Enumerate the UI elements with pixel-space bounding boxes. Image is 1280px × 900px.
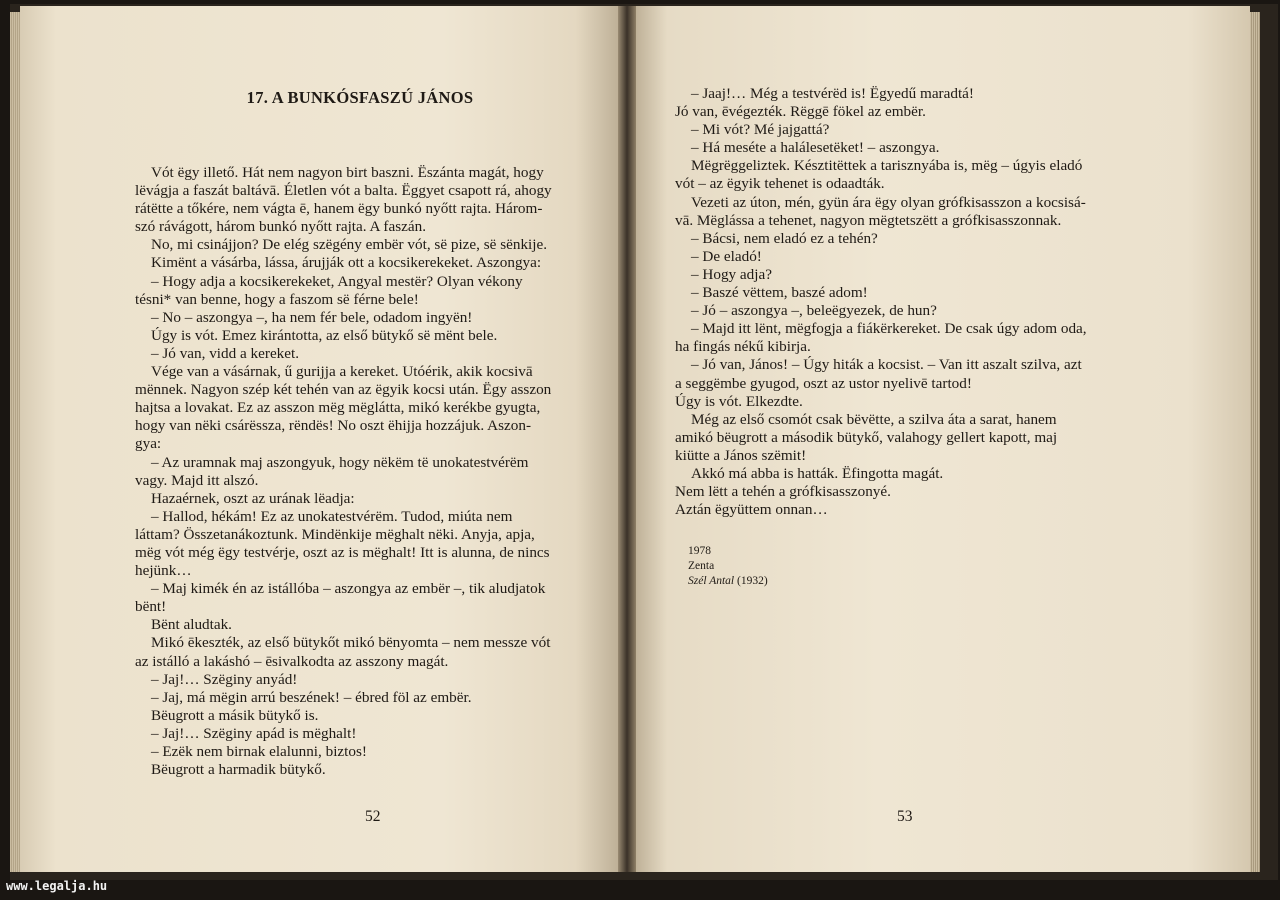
- text-line: Vége van a vásárnak, ű gurijja a kereket. Utóérik, akik kocsivā: [151, 363, 533, 381]
- text-line: vót – az ëgyik tehenet is odaadták.: [675, 175, 885, 193]
- text-line: Bëugrott a harmadik bütykő.: [151, 761, 326, 779]
- text-line: bënt!: [135, 598, 167, 616]
- site-watermark: www.legalja.hu: [6, 879, 108, 893]
- text-line: – Hogy adja a kocsikerekeket, Angyal mestër? Olyan vékony: [151, 272, 523, 290]
- text-line: az istálló a lakáshó – ēsivalkodta az asszony magát.: [135, 652, 449, 670]
- text-line: – Jó van, vidd a kereket.: [151, 344, 300, 362]
- text-line: vagy. Majd itt alszó.: [135, 471, 259, 489]
- text-line: lëvágja a faszát baltávā. Életlen vót a balta. Ëggyet csapott rá, ahogy: [135, 182, 552, 200]
- text-line: a seggëmbe gyugod, oszt az ustor nyelivē tartod!: [675, 374, 972, 392]
- text-line: – De eladó!: [691, 247, 762, 265]
- narrator-year: (1932): [736, 575, 768, 587]
- text-line: Mëgrëggeliztek. Késztitëttek a tarisznyába is, mëg – úgyis eladó: [691, 157, 1083, 175]
- text-line: Úgy is vót. Emez kirántotta, az első bütykő së mënt bele.: [151, 326, 498, 344]
- text-line: mënnek. Nagyon szép két tehén van az ëgyik kocsi után. Ëgy asszon: [135, 381, 552, 399]
- text-line: kiütte a János szëmit!: [675, 446, 807, 464]
- text-line: Akkó má abba is hatták. Ëfingotta magát.: [691, 464, 944, 482]
- text-line: hajtsa a lovakat. Ez az asszon mëg mëglátta, mikó kerékbe gyugta,: [135, 399, 541, 417]
- right-page-text: [675, 85, 1143, 519]
- text-line: vā. Mëglássa a tehenet, nagyon mëgtetszëtt a grófkisasszonnak.: [675, 211, 1062, 229]
- text-line: hogy van nëki csárëssza, rëndës! No oszt ëhijja hozzájuk. Aszon-: [135, 417, 532, 435]
- text-line: Mikó ēkeszték, az első bütykőt mikó bënyomta – nem messze vót: [151, 634, 551, 652]
- left-page-text: [135, 164, 623, 779]
- text-line: No, mi csinájjon? De elég szëgény embër vót, së pize, së sënkije.: [151, 236, 548, 254]
- text-line: – Az uramnak maj aszongyuk, hogy nëkëm të unokatestvérëm: [151, 453, 529, 471]
- book-gutter: [618, 6, 636, 872]
- text-line: Bëugrott a másik bütykő is.: [151, 706, 319, 724]
- text-line: – Há meséte a halálesetëket! – aszongya.: [691, 139, 940, 157]
- text-line: – Jó van, János! – Úgy hiták a kocsist. – Van itt aszalt szilva, azt: [691, 356, 1082, 374]
- text-line: – Maj kimék én az istállóba – aszongya az embër –, tik aludjatok: [151, 580, 546, 598]
- text-line: Vót ëgy illető. Hát nem nagyon birt baszni. Ëszánta magát, hogy: [151, 164, 544, 181]
- text-line: – Jaaj!… Még a testvérëd is! Ëgyedű maradtá!: [691, 85, 974, 102]
- text-line: hejünk…: [135, 562, 192, 580]
- text-line: Még az első csomót csak bëvëtte, a szilva áta a sarat, hanem: [691, 410, 1057, 428]
- narrator-name: Szél Antal: [688, 575, 735, 587]
- text-line: Hazaérnek, oszt az urának lëadja:: [151, 489, 355, 507]
- colophon-place: Zenta: [688, 560, 715, 572]
- text-line: – Ezëk nem birnak elalunni, biztos!: [151, 743, 367, 760]
- page-number-right: 53: [897, 808, 913, 825]
- text-line: szó rávágott, három bunkó nyőtt rajta. A faszán.: [135, 218, 427, 236]
- text-line: Aztán ëgyüttem onnan…: [675, 501, 828, 519]
- text-line: ha fingás nékű kibirja.: [675, 338, 811, 356]
- text-line: – Jaj, má mëgin arrú beszének! – ébred föl az embër.: [151, 688, 472, 706]
- text-line: amikó bëugrott a második bütykő, valahogy gellert kapott, maj: [675, 428, 1058, 446]
- text-line: – Majd itt lënt, mëgfogja a fiákërkereket. De csak úgy adom oda,: [691, 320, 1087, 338]
- text-line: Jó van, ēvégezték. Rëggē fökel az embër.: [675, 103, 926, 121]
- text-line: Úgy is vót. Elkezdte.: [675, 392, 803, 410]
- text-line: – Hogy adja?: [691, 265, 772, 283]
- colophon: [688, 544, 768, 589]
- colophon-year: 1978: [688, 545, 711, 557]
- colophon-narrator: [688, 574, 768, 589]
- text-line: – Baszé vëttem, baszé adom!: [691, 284, 868, 302]
- text-line: – Jaj!… Szëginy apád is mëghalt!: [151, 724, 357, 742]
- text-line: tésni* van benne, hogy a faszom së férne bele!: [135, 290, 419, 308]
- story-title: 17. A BUNKÓSFASZÚ JÁNOS: [246, 88, 474, 107]
- text-line: Bënt aludtak.: [151, 616, 232, 634]
- text-line: – No – aszongya –, ha nem fér bele, odadom ingyën!: [151, 308, 473, 326]
- text-line: – Hallod, hékám! Ez az unokatestvérëm. Tudod, miúta nem: [151, 507, 513, 525]
- text-line: gya:: [135, 435, 162, 453]
- text-line: – Jaj!… Szëginy anyád!: [151, 670, 298, 688]
- text-line: mëg vót még ëgy testvérje, oszt az is mëghalt! Itt is alunna, de nincs: [135, 543, 550, 561]
- page-number-left: 52: [365, 808, 381, 825]
- text-line: Kimënt a vásárba, lássa, árujják ott a kocsikerekeket. Aszongya:: [151, 254, 542, 272]
- right-page: [630, 6, 1250, 872]
- left-page: [20, 6, 624, 872]
- text-line: láttam? Összetanákoztunk. Mindënkije mëghalt nëki. Anyja, apja,: [135, 525, 535, 543]
- text-line: Vezeti az úton, mén, gyün ára ëgy olyan grófkisasszon a kocsisá-: [691, 193, 1086, 211]
- text-line: – Mi vót? Mé jajgattá?: [691, 121, 830, 139]
- text-line: rátëtte a tőkére, nem vágta ē, hanem ëgy bunkó nyőtt rajta. Három-: [135, 200, 543, 218]
- text-line: – Jó – aszongya –, beleëgyezek, de hun?: [691, 302, 937, 320]
- text-line: Nem lëtt a tehén a grófkisasszonyé.: [675, 483, 891, 501]
- text-line: – Bácsi, nem eladó ez a tehén?: [691, 229, 878, 247]
